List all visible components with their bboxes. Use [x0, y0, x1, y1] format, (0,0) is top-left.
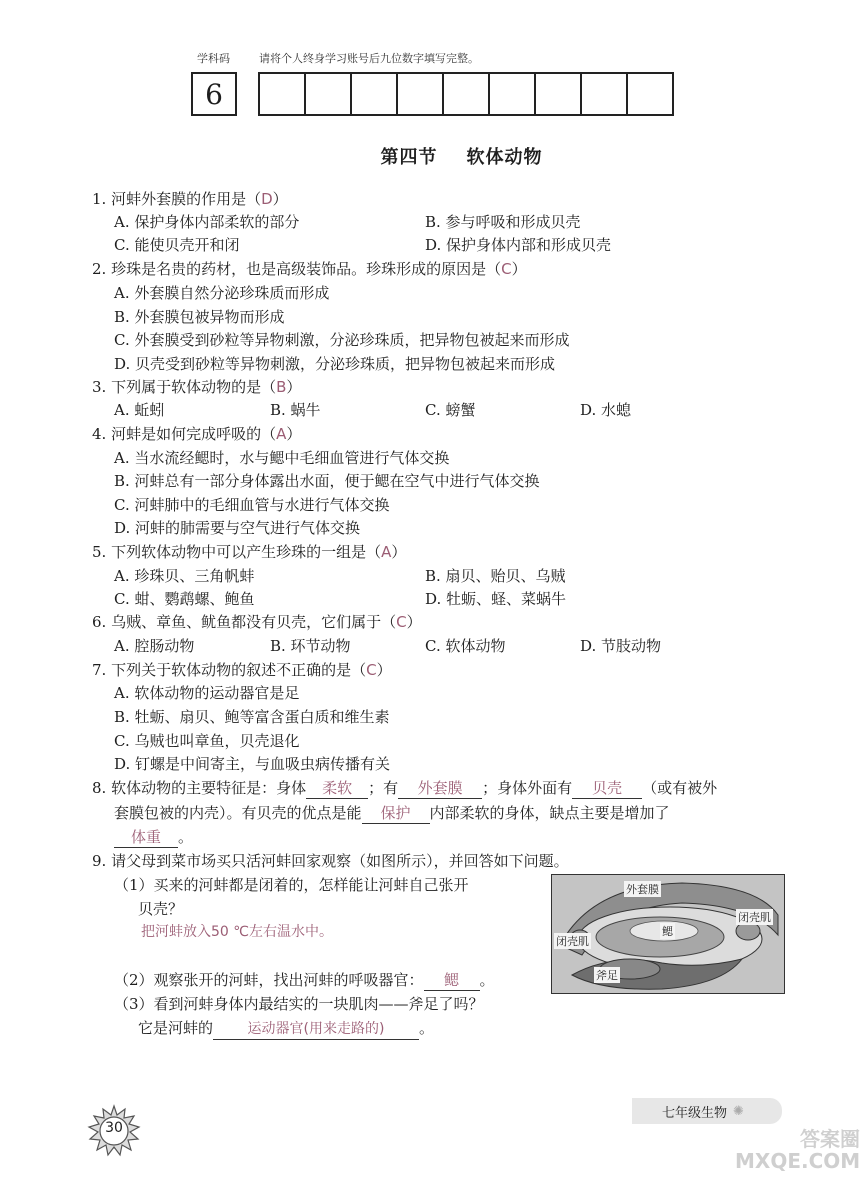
question-7-answer: C: [366, 661, 377, 679]
option: A. 当水流经鳃时，水与鳃中毛细血管进行气体交换: [114, 449, 450, 467]
question-2-answer: C: [501, 260, 512, 278]
option: B. 蜗牛: [270, 401, 321, 419]
option: B. 河蚌总有一部分身体露出水面，便于鳃在空气中进行气体交换: [114, 472, 540, 490]
star-icon: ✺: [733, 1103, 744, 1119]
subject-code-label: 学科码: [197, 52, 230, 65]
label-adductor-right: 闭壳肌: [738, 911, 771, 924]
account-cell[interactable]: [582, 74, 628, 114]
account-instruction: 请将个人终身学习账号后九位数字填写完整。: [259, 52, 479, 65]
account-cell[interactable]: [444, 74, 490, 114]
option: C. 蚶、鹦鹉螺、鲍鱼: [114, 590, 255, 608]
option: C. 螃蟹: [425, 401, 476, 419]
label-gill: 鳃: [662, 925, 673, 938]
question-8-line-3: 体重 。: [114, 827, 193, 848]
watermark: 答案圈 MXQE.COM: [735, 1127, 861, 1173]
question-5-answer: A: [381, 543, 392, 561]
blank-answer[interactable]: 鳃: [424, 970, 480, 991]
question-5-stem: 5. 下列软体动物中可以产生珍珠的一组是（A）: [92, 543, 407, 561]
question-9-sub-1: （1）买来的河蚌都是闭着的，怎样能让河蚌自己张开: [114, 876, 469, 894]
question-9-sub-2: （2）观察张开的河蚌，找出河蚌的呼吸器官： 鳃 。: [114, 971, 495, 989]
blank-answer[interactable]: 体重: [114, 827, 178, 848]
question-4-answer: A: [276, 425, 287, 443]
question-2-stem: 2. 珍珠是名贵的药材，也是高级装饰品。珍珠形成的原因是（C）: [92, 260, 527, 278]
option: B. 参与呼吸和形成贝壳: [425, 213, 581, 231]
option: D. 牡蛎、蛏、菜蜗牛: [425, 590, 567, 608]
account-cell[interactable]: [398, 74, 444, 114]
account-cell[interactable]: [628, 74, 672, 114]
blank-answer[interactable]: 保护: [362, 803, 430, 824]
option: A. 蚯蚓: [114, 401, 165, 419]
grade-subject-text: 七年级生物: [662, 1105, 728, 1121]
question-9-sub-3: （3）看到河蚌身体内最结实的一块肌肉——斧足了吗？: [114, 995, 484, 1013]
option: B. 牡蛎、扇贝、鲍等富含蛋白质和维生素: [114, 708, 390, 726]
clam-anatomy-figure: [551, 874, 785, 994]
account-cell[interactable]: [490, 74, 536, 114]
option: A. 外套膜自然分泌珍珠质而形成: [114, 284, 330, 302]
account-cell[interactable]: [352, 74, 398, 114]
blank-answer[interactable]: 柔软: [306, 778, 368, 799]
question-3-answer: B: [276, 378, 287, 396]
question-1-stem: 1. 河蚌外套膜的作用是（D）: [92, 190, 288, 208]
label-mantle: 外套膜: [626, 883, 659, 896]
grade-subject-label: [632, 1098, 782, 1124]
question-9-sub-1-answer: 把河蚌放入50 ℃左右温水中。: [141, 924, 333, 940]
option: A. 软体动物的运动器官是足: [114, 684, 300, 702]
account-cell[interactable]: [306, 74, 352, 114]
question-3-stem: 3. 下列属于软体动物的是（B）: [92, 378, 302, 396]
blank-answer[interactable]: 贝壳: [572, 778, 642, 799]
question-8-line-2: 套膜包被的内壳）。有贝壳的优点是能 保护 内部柔软的身体，缺点主要是增加了: [114, 804, 670, 822]
option: B. 扇贝、贻贝、乌贼: [425, 567, 566, 585]
blank-answer[interactable]: 运动器官(用来走路的): [213, 1019, 419, 1040]
question-7-stem: 7. 下列关于软体动物的叙述不正确的是（C）: [92, 661, 392, 679]
section-title: 第四节 软体动物: [380, 147, 543, 168]
label-adductor-left: 闭壳肌: [556, 935, 589, 948]
question-4-stem: 4. 河蚌是如何完成呼吸的（A）: [92, 425, 302, 443]
question-9-stem: 9. 请父母到菜市场买只活河蚌回家观察（如图所示），并回答如下问题。: [92, 852, 569, 870]
subject-code-box: 6: [191, 72, 237, 116]
option: C. 河蚌肺中的毛细血管与水进行气体交换: [114, 496, 390, 514]
option: C. 能使贝壳开和闭: [114, 236, 240, 254]
account-cell[interactable]: [260, 74, 306, 114]
page-number: 30: [105, 1120, 123, 1136]
option: D. 节肢动物: [580, 637, 662, 655]
option: C. 软体动物: [425, 637, 506, 655]
question-1-answer: D: [261, 190, 273, 208]
question-9-sub-1-cont: 贝壳？: [138, 900, 184, 918]
option: A. 保护身体内部柔软的部分: [114, 213, 300, 231]
option: C. 外套膜受到砂粒等异物刺激，分泌珍珠质，把异物包被起来而形成: [114, 331, 570, 349]
option: C. 乌贼也叫章鱼，贝壳退化: [114, 732, 300, 750]
question-6-answer: C: [396, 613, 407, 631]
label-foot: 斧足: [596, 969, 618, 982]
option: D. 河蚌的肺需要与空气进行气体交换: [114, 519, 361, 537]
option: D. 保护身体内部和形成贝壳: [425, 236, 612, 254]
option: B. 环节动物: [270, 637, 351, 655]
account-cell[interactable]: [536, 74, 582, 114]
question-9-sub-3-cont: 它是河蚌的 运动器官(用来走路的) 。: [138, 1018, 434, 1040]
account-number-grid[interactable]: [258, 72, 674, 116]
blank-answer[interactable]: 外套膜: [398, 778, 482, 799]
option: D. 钉螺是中间寄主，与血吸虫病传播有关: [114, 755, 391, 773]
option: A. 珍珠贝、三角帆蚌: [114, 567, 255, 585]
option: A. 腔肠动物: [114, 637, 195, 655]
question-8-line-1: 8. 软体动物的主要特征是：身体 柔软 ；有 外套膜 ；身体外面有 贝壳 （或有被外: [92, 779, 718, 797]
option: B. 外套膜包被异物而形成: [114, 308, 285, 326]
question-6-stem: 6. 乌贼、章鱼、鱿鱼都没有贝壳，它们属于（C）: [92, 613, 422, 631]
option: D. 水螅: [580, 401, 632, 419]
page-number-badge: [87, 1104, 141, 1158]
option: D. 贝壳受到砂粒等异物刺激，分泌珍珠质，把异物包被起来而形成: [114, 355, 556, 373]
